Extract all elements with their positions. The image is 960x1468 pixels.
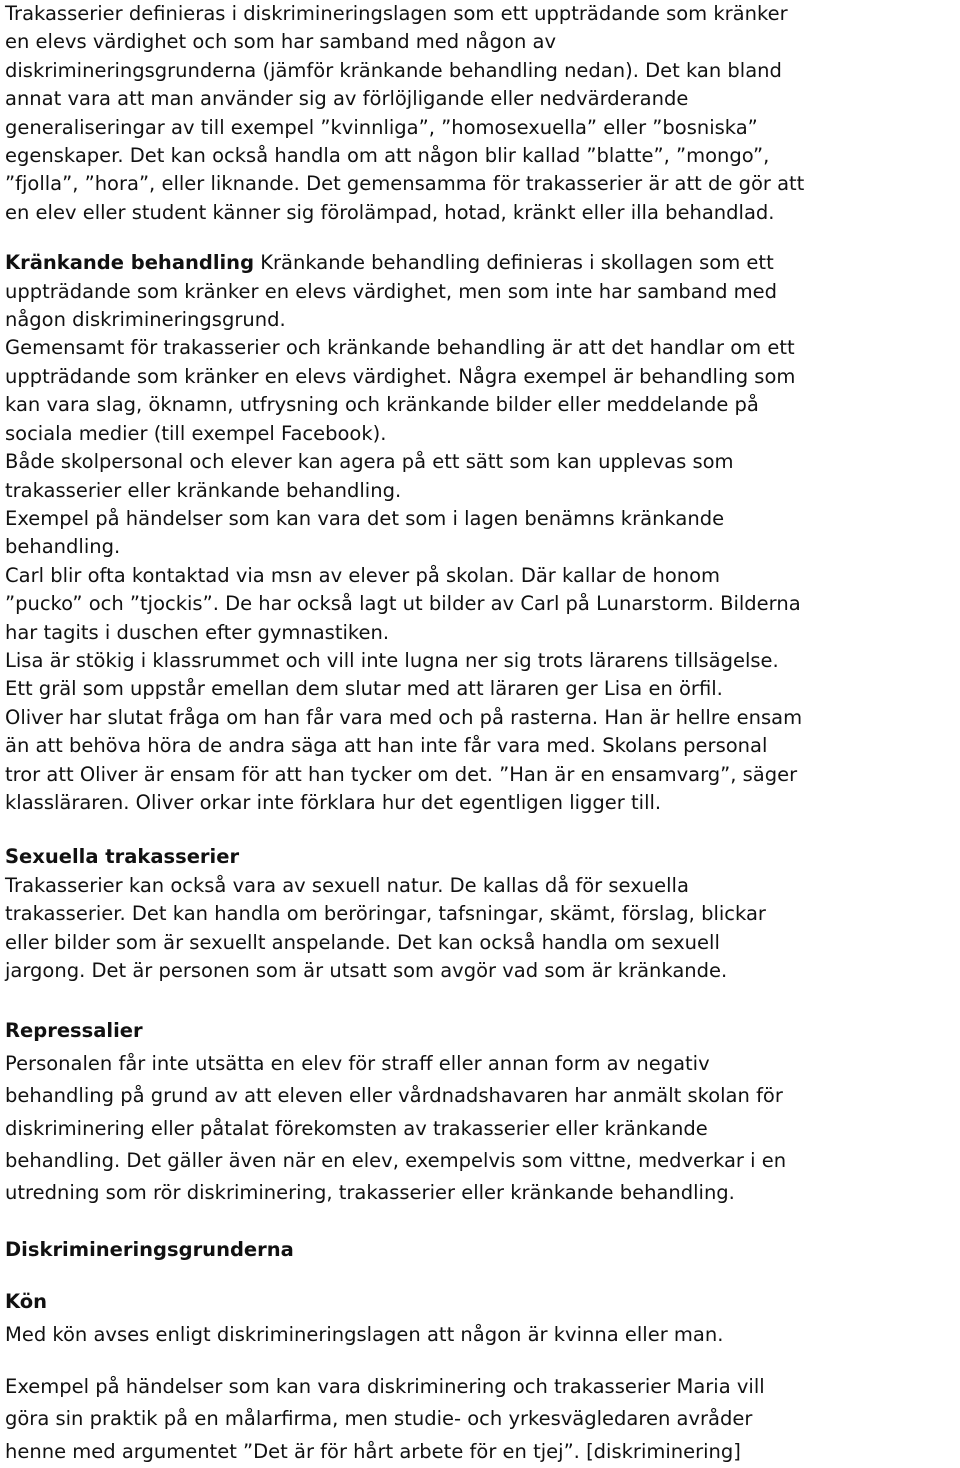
kon-section [5,1286,960,1351]
text-line: egenskaper. Det kan också handla om att någon blir kallad ”blatte”, ”mongo”, [5,144,770,168]
section-heading: Repressalier [5,1019,143,1043]
text-line: Både skolpersonal och elever kan agera på ett sätt som kan upplevas som [5,450,734,474]
text-line: Trakasserier definieras i diskrimineringslagen som ett uppträdande som kränker [5,2,788,25]
repressalier-section [5,1015,960,1209]
text-line: behandling. Det gäller även när en elev, exempelvis som vittne, medverkar i en [5,1149,787,1173]
text-line: eller bilder som är sexuellt anspelande. Det kan också handla om sexuell [5,930,720,954]
text-line: diskriminering eller påtalat förekomsten av trakasserier eller kränkande [5,1116,708,1140]
text-line: Ett gräl som uppstår emellan dem slutar med att läraren ger Lisa en örfil. [5,677,723,701]
text-line: generaliseringar av till exempel ”kvinnliga”, ”homosexuella” eller ”bosniska” [5,115,758,139]
section-heading: Kön [5,1290,48,1314]
text-line: har tagits i duschen efter gymnastiken. [5,620,390,644]
krankande-section [5,249,960,817]
text-fragment: Kränkande behandling definieras i skollagen som ett [254,251,774,275]
text-line: Exempel på händelser som kan vara diskriminering och trakasserier Maria vill [5,1375,765,1399]
text-line [5,249,960,277]
text-line: Personalen får inte utsätta en elev för straff eller annan form av negativ [5,1051,710,1075]
text-line: Trakasserier kan också vara av sexuell natur. De kallas då för sexuella [5,873,689,897]
text-line: Carl blir ofta kontaktad via msn av elever på skolan. Där kallar de honom [5,563,721,587]
text-line: tror att Oliver är ensam för att han tycker om det. ”Han är en ensamvarg”, säger [5,762,798,786]
text-line: uppträdande som kränker en elevs värdighet, men som inte har samband med [5,279,778,303]
kon-example [5,1371,960,1468]
text-line: uppträdande som kränker en elevs värdighet. Några exempel är behandling som [5,364,796,388]
text-line: Lisa är stökig i klassrummet och vill inte lugna ner sig trots lärarens tillsägelse. [5,648,779,672]
text-line: trakasserier. Det kan handla om beröringar, tafsningar, skämt, förslag, blickar [5,902,766,926]
text-line: behandling. [5,535,121,559]
section-heading: Sexuella trakasserier [5,845,240,869]
sexuella-section [5,843,960,985]
text-line: någon diskrimineringsgrund. [5,308,286,332]
grunderna-heading-block [5,1234,960,1266]
text-line: annat vara att man använder sig av förlöjligande eller nedvärderande [5,87,689,111]
text-line: Gemensamt för trakasserier och kränkande behandling är att det handlar om ett [5,336,795,360]
text-line: kan vara slag, öknamn, utfrysning och kränkande bilder eller meddelande på [5,393,759,417]
text-line: än att behöva höra de andra säga att han inte får vara med. Skolans personal [5,734,768,758]
text-line: ”fjolla”, ”hora”, eller liknande. Det gemensamma för trakasserier är att de gör att [5,172,805,196]
intro-paragraph [5,0,960,227]
document-page [5,0,960,1468]
text-line: diskrimineringsgrunderna (jämför kränkande behandling nedan). Det kan bland [5,58,782,82]
text-line: Exempel på händelser som kan vara det som i lagen benämns kränkande [5,506,725,530]
text-line: Oliver har slutat fråga om han får vara med och på rasterna. Han är hellre ensam [5,705,803,729]
text-line: henne med argumentet ”Det är för hårt arbete för en tjej”. [diskriminering] [5,1439,741,1463]
text-line: Med kön avses enligt diskrimineringslagen att någon är kvinna eller man. [5,1322,724,1346]
text-line: utredning som rör diskriminering, trakasserier eller kränkande behandling. [5,1181,735,1205]
text-line: jargong. Det är personen som är utsatt som avgör vad som är kränkande. [5,959,728,982]
text-line: klassläraren. Oliver orkar inte förklara hur det egentligen ligger till. [5,790,662,814]
text-line: en elev eller student känner sig förolämpad, hotad, kränkt eller illa behandlad. [5,200,775,224]
text-line: göra sin praktik på en målarfirma, men studie- och yrkesvägledaren avråder [5,1407,753,1431]
text-line: sociala medier (till exempel Facebook). [5,421,387,445]
text-line: behandling på grund av att eleven eller vårdnadshavaren har anmält skolan för [5,1084,783,1108]
text-line: trakasserier eller kränkande behandling. [5,478,402,502]
text-line: ”pucko” och ”tjockis”. De har också lagt ut bilder av Carl på Lunarstorm. Bilderna [5,592,801,616]
section-heading: Diskrimineringsgrunderna [5,1237,294,1261]
text-line: en elevs värdighet och som har samband med någon av [5,30,557,54]
section-heading: Kränkande behandling [5,251,255,275]
